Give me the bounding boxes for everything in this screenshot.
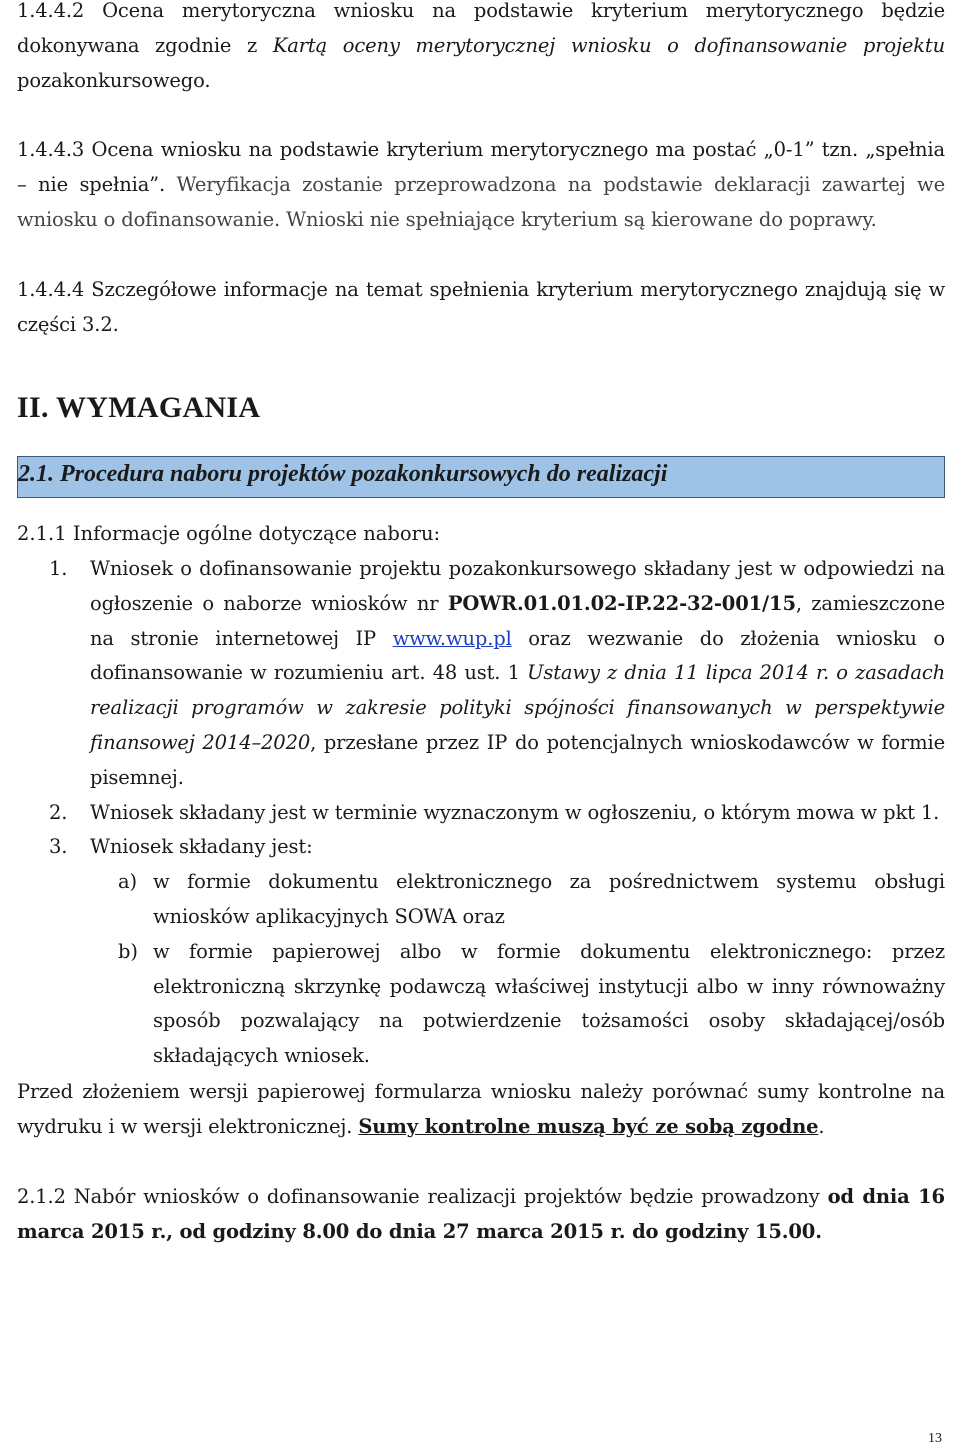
section-heading-band	[17, 456, 945, 498]
closing-text-a: Przed złożeniem wersji papierowej formularza wniosku należy porównać sumy kontrolne na wydruku i w wersji elektronicznej.	[17, 1080, 945, 1138]
item1-text-c: , zamieszczone na stronie internetowej IP	[90, 591, 945, 650]
item2-text: Wniosek składany jest w terminie wyznaczonym w ogłoszeniu, o którym mowa w pkt 1.	[90, 800, 940, 824]
list-letter: b)	[118, 939, 138, 963]
list-item	[17, 865, 945, 935]
closing-paragraph	[17, 1075, 945, 1145]
paragraph-1444: 1.4.4.4 Szczegółowe informacje na temat spełnienia kryterium merytorycznego znajdują się w części 3.2.	[17, 278, 945, 336]
item1-text-a: Wniosek o dofinansowanie projektu pozakonkursowego składany jest w odpowiedzi na ogłoszenie o naborze wniosków nr	[90, 557, 945, 615]
p1442-italic: Kartą oceny merytorycznej wniosku o dofinansowanie projektu	[272, 33, 946, 57]
heading-wymagania: II. WYMAGANIA	[17, 391, 261, 424]
closing-emphasis: Sumy kontrolne muszą być ze sobą zgodne	[358, 1114, 819, 1138]
list-number: 3.	[49, 835, 68, 859]
list-number: 2.	[49, 800, 68, 824]
p1442-text-b: pozakonkursowego.	[17, 68, 211, 92]
heading-21: 2.1. Procedura naboru projektów pozakonkursowych do realizacji	[18, 461, 668, 487]
p1443-text-b: Weryfikacja zostanie przeprowadzona na podstawie deklaracji zawartej we wniosku o dofinansowanie.	[17, 172, 945, 231]
item3-text: Wniosek składany jest:	[90, 835, 313, 859]
item-b-text: w formie papierowej albo w formie dokumentu elektronicznego: przez elektroniczną skrzynkę podawczą właściwej instytucji albo w inny równoważny sposób pozwalający na potwierdzenie tożsamości osoby składającej/osób składających wniosek.	[153, 939, 945, 1068]
list-item	[17, 552, 945, 796]
item1-text-e: , przesłane przez IP do potencjalnych wnioskodawców w formie pisemnej.	[90, 730, 945, 789]
item1-text-d: oraz wezwanie do złożenia wniosku o dofinansowanie w rozumieniu art. 48 ust. 1	[90, 626, 945, 685]
numbered-list	[17, 552, 945, 1074]
page-number: 13	[928, 1431, 942, 1446]
p212-text-a: 2.1.2 Nabór wniosków o dofinansowanie realizacji projektów będzie prowadzony	[17, 1185, 828, 1208]
list-number: 1.	[49, 557, 68, 580]
p1442-text-a: 1.4.4.2 Ocena merytoryczna wniosku na podstawie kryterium merytorycznego będzie dokonywana zgodnie z	[17, 0, 945, 57]
paragraph-1442	[17, 0, 945, 98]
item1-announcement-number: POWR.01.01.02-IP.22-32-001/15	[447, 591, 796, 615]
lettered-list	[90, 865, 945, 1074]
p1443-text-c: Wnioski nie spełniające kryterium są kierowane do poprawy.	[286, 207, 877, 231]
wup-link[interactable]: www.wup.pl	[392, 626, 512, 650]
list-item	[17, 796, 945, 831]
subheading-211: 2.1.1 Informacje ogólne dotyczące naboru:	[17, 522, 441, 545]
paragraph-212	[17, 1180, 945, 1250]
paragraph-1443	[17, 133, 945, 237]
item1-law-reference: Ustawy z dnia 11 lipca 2014 r. o zasadach realizacji programów w zakresie polityki spójności finansowanych w perspektywie finansowej 2014–2020	[90, 661, 945, 754]
closing-text-c: .	[818, 1114, 825, 1138]
p212-dates: od dnia 16 marca 2015 r., od godziny 8.00 do dnia 27 marca 2015 r. do godziny 15.00.	[17, 1185, 945, 1243]
item-a-text: w formie dokumentu elektronicznego za pośrednictwem systemu obsługi wniosków aplikacyjnych SOWA oraz	[153, 870, 945, 928]
p1443-text-a: 1.4.4.3 Ocena wniosku na podstawie kryterium merytorycznego ma postać „0-1” tzn. „spełnia – nie spełnia”.	[17, 138, 945, 196]
list-item	[17, 830, 945, 1074]
list-letter: a)	[118, 870, 137, 894]
list-item	[17, 935, 945, 1074]
